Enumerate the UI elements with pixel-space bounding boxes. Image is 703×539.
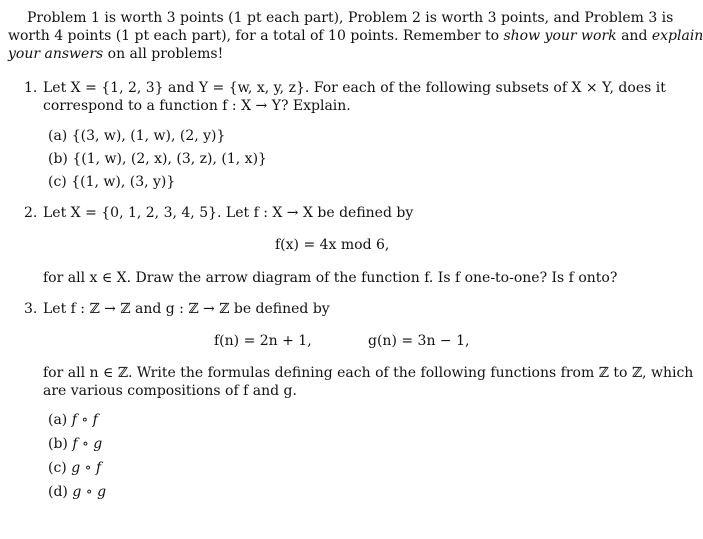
intro-line-2 (8, 27, 703, 45)
problem-3-formula-f: f(n) = 2n + 1, (214, 333, 312, 349)
part-content: {(1, w), (2, x), (3, z), (1, x)} (72, 151, 267, 167)
intro-line-1: Problem 1 is worth 3 points (1 pt each part), Problem 2 is worth 3 points, and Problem 3 is (27, 10, 674, 26)
part-label: (c) (48, 174, 67, 190)
part-content: {(1, w), (3, y)} (71, 174, 176, 190)
problem-3-number: 3. (24, 301, 38, 317)
part-content: g ∘ f (71, 460, 102, 476)
part-label: (c) (48, 460, 67, 476)
part-content: f ∘ f (71, 412, 98, 428)
problem-1-text-line-1: Let X = {1, 2, 3} and Y = {w, x, y, z}. For each of the following subsets of X × Y, does it (43, 80, 666, 96)
part-label: (d) (48, 484, 68, 500)
problem-1-part-c (48, 173, 175, 191)
problem-3-formula-g: g(n) = 3n − 1, (368, 333, 470, 349)
intro-line-2-text: worth 4 points (1 pt each part), for a total of 10 points. Remember to (8, 28, 504, 44)
problem-3-part-b (48, 435, 102, 453)
problem-2-formula: f(x) = 4x mod 6, (275, 237, 390, 253)
problem-3-text-line-2: for all n ∈ ℤ. Write the formulas defining each of the following functions from ℤ to ℤ, which (43, 365, 694, 381)
part-label: (a) (48, 412, 68, 428)
problem-3-part-c (48, 459, 101, 477)
your-answers-emphasis: your answers (8, 46, 104, 62)
problem-1-number: 1. (24, 80, 38, 96)
problem-3-part-a (48, 411, 98, 429)
problem-3-part-d (48, 483, 106, 501)
problem-2-text-line-1: Let X = {0, 1, 2, 3, 4, 5}. Let f : X → X be defined by (43, 205, 414, 221)
part-content: g ∘ g (72, 484, 107, 500)
part-label: (b) (48, 436, 68, 452)
part-label: (b) (48, 151, 68, 167)
problem-1-text-line-2: correspond to a function f : X → Y? Explain. (43, 98, 351, 114)
problem-2-text-line-2: for all x ∈ X. Draw the arrow diagram of the function f. Is f one-to-one? Is f onto? (43, 270, 618, 286)
problem-1-part-a (48, 127, 225, 145)
intro-line-3-text: on all problems! (103, 46, 224, 62)
part-label: (a) (48, 128, 68, 144)
explain-emphasis: explain (651, 28, 703, 44)
part-content: {(3, w), (1, w), (2, y)} (71, 128, 226, 144)
show-your-work-emphasis: show your work (503, 28, 617, 44)
problem-3-text-line-1: Let f : ℤ → ℤ and g : ℤ → ℤ be defined by (43, 301, 330, 317)
part-content: f ∘ g (72, 436, 103, 452)
intro-line-2-and: and (616, 28, 652, 44)
problem-2-number: 2. (24, 205, 38, 221)
problem-1-part-b (48, 150, 267, 168)
intro-line-3 (8, 45, 223, 63)
problem-3-text-line-3: are various compositions of f and g. (43, 383, 297, 399)
